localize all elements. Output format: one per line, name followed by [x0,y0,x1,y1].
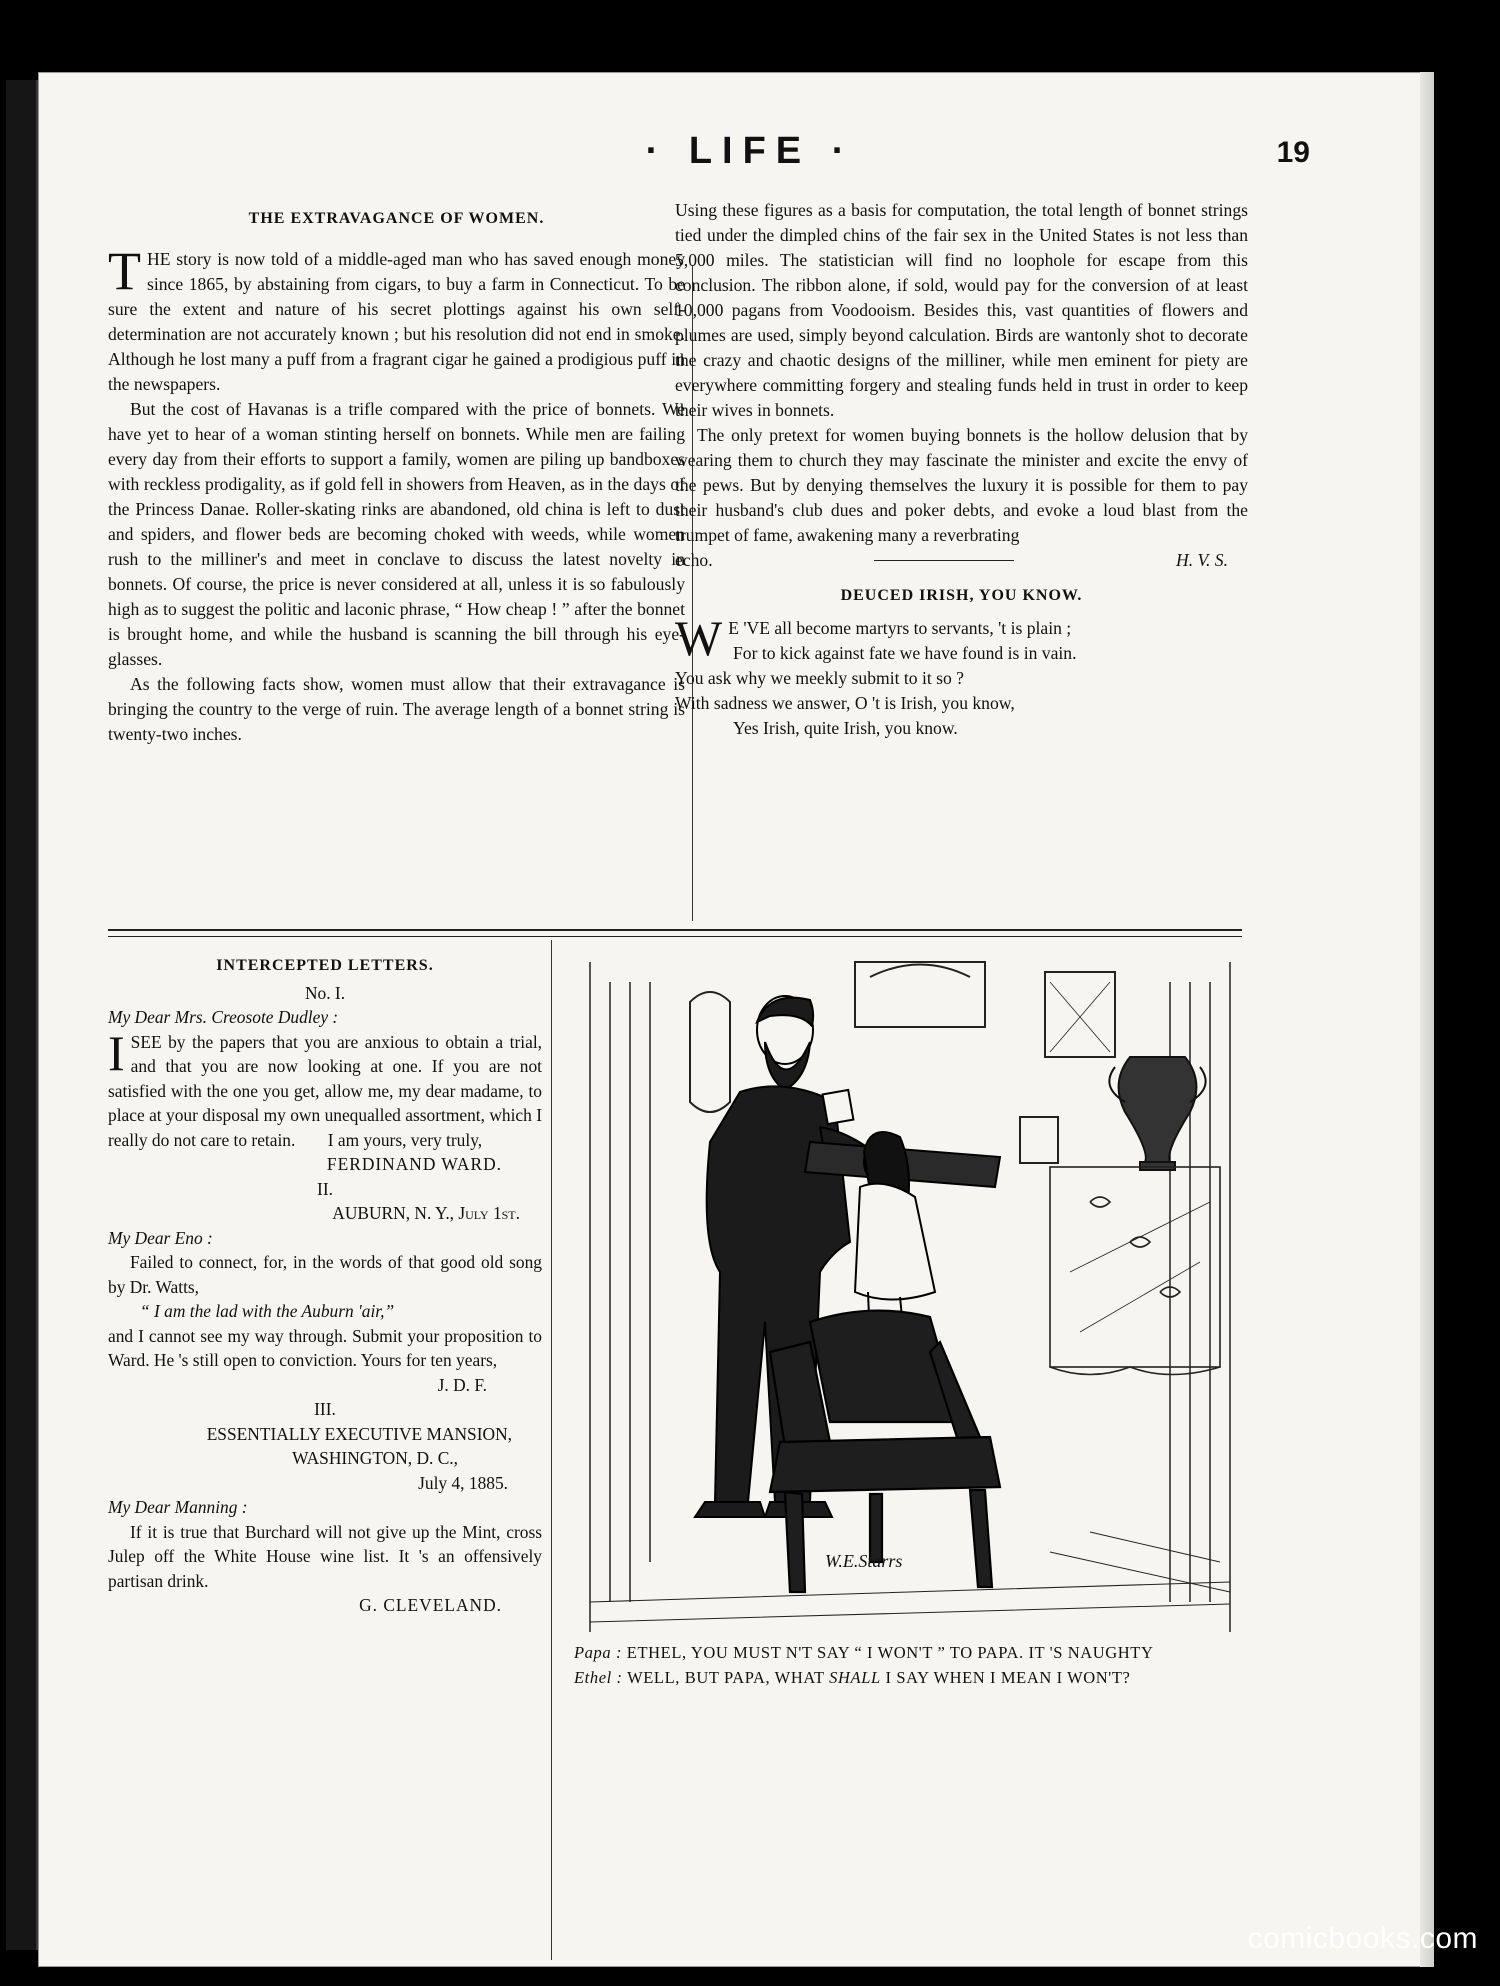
caption-speaker-papa: Papa : [574,1643,623,1662]
letter-3-number: III. [314,1399,336,1419]
paragraph-1 [108,241,685,397]
letter-1-salutation: My Dear Mrs. Creosote Dudley : [108,1007,339,1027]
author-initials: H. V. S. [1176,550,1228,570]
letter-1-signature: FERDINAND WARD. [326,1154,502,1174]
letter-3-body: If it is true that Burchard will not give up the Mint, cross Julep off the White House wine list. It 's an offensively partisan drink. [108,1521,542,1591]
letter-1-number: No. I. [304,982,346,1003]
letter-2-body-b: and I cannot see my way through. Submit your proposition to Ward. He 's still open to conviction. Yours for ten years, [108,1325,542,1370]
paragraph-1-text: HE story is now told of a middle-aged man who has saved enough money since 1865, by abstaining from cigars, to buy a farm in Connecticut. To be sure the extent and nature of his secret plottings against his own self-determination are not accurately known ; but his resolution did not end in smoke. Although he lost many a puff from a fragrant cigar he gained a prodigious puff in the newspapers. [108,249,685,394]
letter-2-body-a: Failed to connect, for, in the words of that good old song by Dr. Watts, [108,1252,542,1297]
headline-extravagance: THE EXTRAVAGANCE OF WOMEN. [248,210,545,227]
binding-edge [6,80,38,1950]
signoff-row [675,548,1248,573]
artist-signature: W.E.Starrs [825,1551,903,1571]
letter-1-body-text: SEE by the papers that you are anxious to obtain a trial, and that you are now looking at one. If you are not satisfied with the one you get, allow me, my dear madame, to place at your disposal my own unequalled assortment, which I really do not care to retain. [108,1031,542,1150]
caption-line-2 [574,1665,1254,1690]
signoff-rule [874,560,1014,561]
page-number: 19 [1276,136,1310,169]
poem-line-2: For to kick against fate we have found is in vain. [733,643,1077,663]
poem-line-3: You ask why we meekly submit to it so ? [675,668,964,688]
caption-text-papa: ETHEL, YOU MUST N'T SAY “ I WON'T ” TO PAPA. IT 'S NAUGHTY [626,1643,1154,1662]
letter-2-quote: “ I am the lad with the Auburn 'air,” [140,1301,395,1321]
article-intercepted-letters [108,946,542,1618]
poem-line-1-text: E 'VE all become martyrs to servants, 't is plain ; [728,618,1072,638]
article-extravagance-left [108,198,685,747]
letter-2-dateline: AUBURN, N. Y., July 1st. [332,1203,520,1223]
caption-text-ethel-b: I SAY WHEN I MEAN I WON'T? [885,1668,1131,1687]
last-word: echo. [675,550,713,570]
caption-text-ethel-emphasis: SHALL [829,1668,881,1687]
watermark: comicbooks.com [1247,1922,1478,1955]
poem-line-5: Yes Irish, quite Irish, you know. [733,718,958,738]
letter-3-address-line-2: WASHINGTON, D. C., [292,1448,458,1468]
section-rule-thin [108,936,1242,937]
paragraph-5: The only pretext for women buying bonnets is the hollow delusion that by wearing them to church they may fascinate the minister and excite the envy of the pews. But by denying themselves the luxury it is possible for them to pay their husband's club dues and poker debts, and evoke a loud blast from the trumpet of fame, awakening many a reverbrating [675,425,1248,545]
paragraph-4: Using these figures as a basis for computation, the total length of bonnet strings tied under the dimpled chins of the fair sex in the United States is not less than 5,000 miles. The statistician will find no loophole for escape from this conclusion. The ribbon alone, if sold, would pay for the conversion of at least 10,000 pagans from Voodooism. Besides this, vast quantities of flowers and plumes are used, simply beyond calculation. Birds are wantonly shot to decorate the crazy and chaotic designs of the milliner, while men eminent for piety are everywhere committing forgery and stealing funds held in trust in order to keep their wives in bonnets. [675,200,1248,420]
letter-3-signature: G. CLEVELAND. [359,1595,502,1615]
letter-3-address-line-1: ESSENTIALLY EXECUTIVE MANSION, [206,1423,512,1444]
dropcap-w: W [675,610,723,666]
headline-intercepted-letters: INTERCEPTED LETTERS. [216,957,434,974]
letter-2-salutation: My Dear Eno : [108,1227,213,1248]
letter-1-body [108,1024,542,1153]
letter-3-address [108,1422,542,1496]
letter-3-salutation: My Dear Manning : [108,1497,248,1517]
letter-2-signature: J. D. F. [437,1374,487,1395]
caption-line-1 [574,1640,1254,1665]
headline-deuced-irish: DEUCED IRISH, YOU KNOW. [840,587,1083,604]
caption-text-ethel-a: WELL, BUT PAPA, WHAT [627,1668,825,1687]
page-edge-shadow [1420,72,1434,1967]
poem-deuced-irish [675,610,1248,741]
caption-speaker-ethel: Ethel : [574,1668,623,1687]
illustration-caption [574,1640,1254,1690]
letter-1-closing: I am yours, very truly, [327,1129,483,1150]
poem-line-4: With sadness we answer, O 't is Irish, you know, [675,693,1015,713]
letter-2-number: II. [317,1178,333,1199]
letter-3-address-line-3: July 4, 1885. [418,1472,508,1493]
illustration-papa-and-ethel [570,942,1250,1652]
article-extravagance-right [675,198,1248,741]
masthead: · LIFE · [645,130,855,172]
dropcap-t: T [108,241,141,301]
section-rule [108,929,1242,931]
paragraph-3: As the following facts show, women must allow that their extravagance is bringing the country to the verge of ruin. The average length of a bonnet string is twenty-two inches. [108,674,685,744]
dropcap-i: I [108,1024,125,1081]
letters-divider [551,940,552,1960]
paragraph-2: But the cost of Havanas is a trifle compared with the price of bonnets. We have yet to hear of a woman stinting herself on bonnets. While men are failing every day from their efforts to support a family, women are piling up bandboxes with reckless prodigality, as if gold fell in showers from Heaven, as in the days of the Princess Danae. Roller-skating rinks are abandoned, old china is left to dust and spiders, and flower beds are becoming choked with weeds, while women rush to the milliner's and meet in conclave to discuss the latest novelty in bonnets. Of course, the price is never considered at all, unless it is so fabulously high as to suggest the politic and laconic phrase, “ How cheap ! ” after the bonnet is brought home, and while the husband is scanning the bill through his eye-glasses. [108,399,685,669]
